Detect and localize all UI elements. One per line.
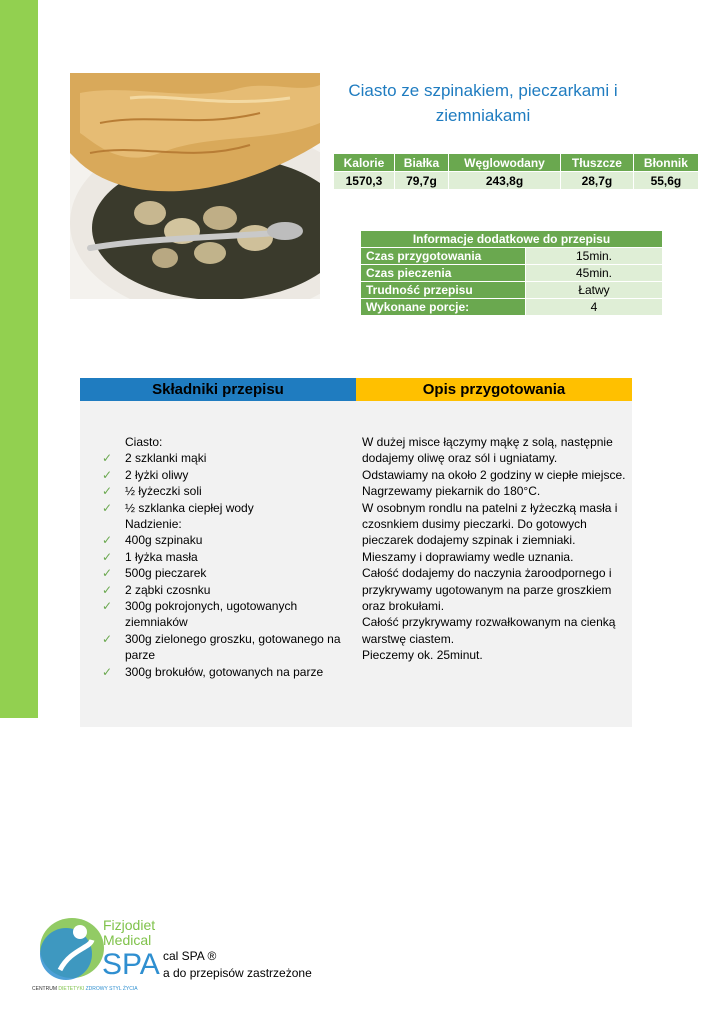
recipe-section [80, 378, 632, 727]
info-value-bake-time: 45min. [526, 265, 663, 282]
nutrition-value-fiber: 55,6g [633, 172, 698, 190]
fizjodiet-logo [30, 910, 180, 995]
ingredient-text: 2 ząbki czosnku [125, 582, 211, 597]
nutrition-header-fat: Tłuszcze [561, 154, 634, 172]
ingredient-text: 400g szpinaku [125, 533, 203, 548]
step-item: Całość przykrywamy rozwałkowanym na cienką warstwę ciastem. [362, 615, 616, 646]
ingredient-item [102, 549, 354, 565]
ingredient-item [102, 598, 354, 631]
info-label-portions: Wykonane porcje: [361, 299, 526, 316]
step-item: Pieczemy ok. 25minut. [362, 648, 483, 663]
ingredients-list [102, 434, 354, 680]
ingredient-item [102, 532, 354, 548]
checkmark-icon: ✓ [102, 500, 113, 515]
checkmark-icon: ✓ [102, 549, 113, 564]
nutrition-value-protein: 79,7g [394, 172, 448, 190]
ingredient-item [102, 450, 354, 466]
checkmark-icon: ✓ [102, 631, 113, 646]
info-label-difficulty: Trudność przepisu [361, 282, 526, 299]
ingredient-text: 2 szklanki mąki [125, 451, 207, 466]
info-table-title: Informacje dodatkowe do przepisu [361, 231, 663, 248]
ingredient-text: 1 łyżka masła [125, 549, 198, 564]
nutrition-header-protein: Białka [394, 154, 448, 172]
ingredient-item [102, 500, 354, 516]
ingredient-text: ½ szklanka ciepłej wody [125, 500, 254, 515]
ingredient-item [102, 631, 354, 664]
recipe-title: Ciasto ze szpinakiem, pieczarkami i ziemniakami [348, 81, 618, 125]
checkmark-icon: ✓ [102, 664, 113, 679]
logo-tagline-b: DIETETYKI [58, 986, 86, 992]
ingredient-item [102, 434, 354, 450]
ingredients-header [80, 378, 356, 401]
steps-list [362, 434, 627, 664]
recipe-photo [70, 73, 320, 299]
checkmark-icon: ✓ [102, 566, 113, 581]
logo-line-1: Fizjodiet [103, 917, 156, 933]
ingredient-text: Ciasto: [125, 435, 163, 449]
steps-title: Opis przygotowania [422, 381, 566, 398]
info-label-prep-time: Czas przygotowania [361, 248, 526, 265]
step-item: Całość dodajemy do naczynia żaroodpornego i przykrywamy ugotowanym na parze groszkiem oraz brokułami. [362, 566, 612, 614]
ingredient-item [102, 483, 354, 499]
logo-line-2: Medical [103, 932, 152, 948]
checkmark-icon: ✓ [102, 599, 113, 614]
nutrition-value-fat: 28,7g [561, 172, 634, 190]
checkmark-icon: ✓ [102, 467, 113, 482]
ingredient-text: 300g brokułów, gotowanych na parze [125, 664, 324, 679]
steps-header [356, 378, 632, 401]
footer-line-2: a do przepisów zastrzeżone [163, 966, 312, 980]
step-item: Odstawiamy na około 2 godziny w ciepłe miejsce. [362, 467, 626, 482]
ingredient-text: 2 łyżki oliwy [125, 467, 189, 482]
ingredient-item [102, 467, 354, 483]
footer-line-1: cal SPA ® [163, 949, 217, 963]
info-table [360, 230, 663, 316]
checkmark-icon: ✓ [102, 451, 113, 466]
checkmark-icon: ✓ [102, 582, 113, 597]
info-value-difficulty: Łatwy [526, 282, 663, 299]
nutrition-header-carbs: Węglowodany [449, 154, 561, 172]
ingredient-text: Nadzienie: [125, 517, 182, 532]
footer-copyright [163, 948, 312, 982]
step-item: Nagrzewamy piekarnik do 180°C. [362, 484, 541, 499]
ingredient-item [102, 582, 354, 598]
ingredient-item [102, 664, 354, 680]
ingredient-text: ½ łyżeczki soli [125, 484, 202, 499]
ingredient-text: 300g zielonego groszku, gotowanego na parze [125, 631, 341, 663]
nutrition-header-calories: Kalorie [334, 154, 395, 172]
checkmark-icon: ✓ [102, 533, 113, 548]
info-value-prep-time: 15min. [526, 248, 663, 265]
step-item: Mieszamy i doprawiamy wedle uznania. [362, 549, 574, 564]
info-value-portions: 4 [526, 299, 663, 316]
logo-tagline-c: ZDROWY STYL ŻYCIA [85, 986, 138, 992]
nutrition-value-calories: 1570,3 [334, 172, 395, 190]
logo-line-3: SPA [102, 948, 160, 981]
nutrition-header-fiber: Błonnik [633, 154, 698, 172]
ingredient-item [102, 565, 354, 581]
nutrition-table [333, 153, 699, 190]
ingredient-text: 500g pieczarek [125, 566, 207, 581]
ingredient-item [102, 516, 354, 532]
checkmark-icon: ✓ [102, 484, 113, 499]
step-item: W osobnym rondlu na patelni z łyżeczką masła i czosnkiem dusimy pieczarki. Do gotowych pieczarek dodajemy szpinak i ziemniaki. [362, 500, 618, 548]
left-accent-bar [0, 0, 38, 718]
logo-tagline [32, 985, 138, 992]
logo-tagline-a: CENTRUM [32, 986, 59, 992]
info-label-bake-time: Czas pieczenia [361, 265, 526, 282]
ingredient-text: 300g pokrojonych, ugotowanych ziemniaków [125, 599, 298, 630]
ingredients-title: Składniki przepisu [152, 381, 284, 398]
nutrition-value-carbs: 243,8g [449, 172, 561, 190]
step-item: W dużej misce łączymy mąkę z solą, następnie dodajemy oliwę oraz sól i ugniatamy. [362, 435, 613, 466]
